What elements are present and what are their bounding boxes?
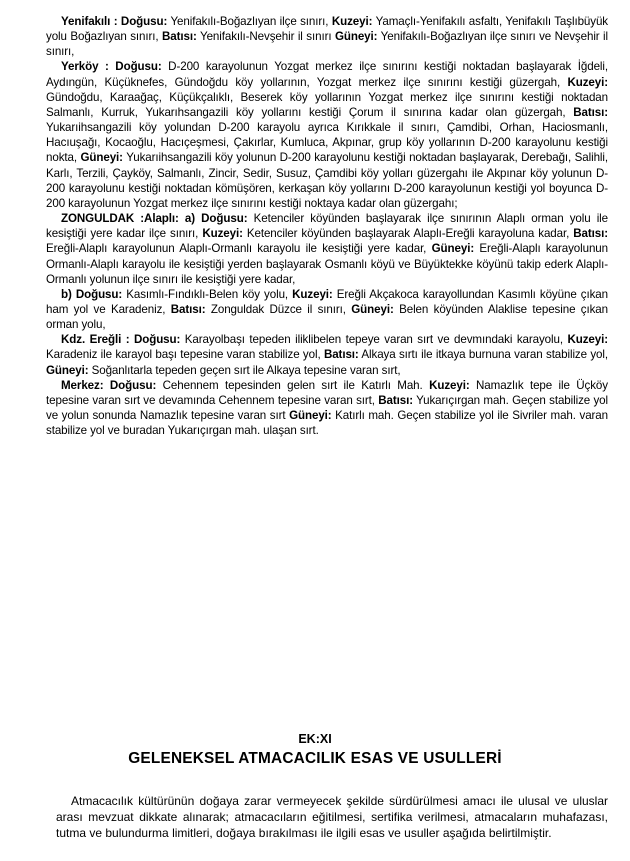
boundary-description: Kasımlı-Fındıklı-Belen köy yolu, xyxy=(122,287,293,301)
direction-label: Güneyi: xyxy=(46,363,89,377)
boundary-description: Yenifakılı-Nevşehir il sınırı xyxy=(196,30,335,44)
direction-label: Kuzeyi: xyxy=(331,15,373,28)
boundary-description: Katırlı mah. Geçen stabilize yol ile Sivriler mah. varan stabilize yol ve buradan Yukarıçırgan mah. ulaşan sırt. xyxy=(46,409,608,438)
direction-label: Yerköy : Doğusu: xyxy=(61,60,162,74)
direction-label: b) Doğusu: xyxy=(61,287,123,301)
direction-label: Kdz. Ereğli : Doğusu: xyxy=(61,333,181,347)
boundary-description: Ereğli Akçakoca karayollundan Kasımlı köyüne çıkan ham yol ve Karadeniz, xyxy=(46,287,608,316)
boundary-description: Belen köyünden Alaklise tepesine çıkan orman yolu, xyxy=(46,302,609,332)
boundary-description: Namazlık tepe ile Üçköy tepesine varan sırt ve devamında Cehennem tepesine varan sırt, xyxy=(46,378,608,407)
direction-label: Batısı: xyxy=(323,348,359,362)
annex-title: GELENEKSEL ATMACACILIK ESAS VE USULLERİ xyxy=(128,750,502,767)
boundary-description: Ketenciler köyünden başlayarak Alaplı-Ereğli karayoluna kadar, xyxy=(242,227,574,241)
boundary-description: Alkaya sırtı ile itkaya burnuna varan stabilize yol, xyxy=(358,348,608,362)
direction-label: Kuzeyi: xyxy=(567,333,609,347)
boundary-description: Zonguldak Düzce il sınırı, xyxy=(205,302,352,316)
boundary-description: Ereğli-Alaplı karayolunun Ormanlı-Alaplı karayolu ile kesiştiği yerden başlayarak Osmanlı köyü ve Büyüktekke köyünü takip ederk Alaplı-Ormanlı yolunun ilçe sınırı ile kesiştiği yere kadar, xyxy=(46,242,608,286)
direction-label: ZONGULDAK :Alaplı: a) Doğusu: xyxy=(61,212,248,226)
boundary-paragraph xyxy=(46,287,608,332)
boundary-paragraph xyxy=(46,14,608,59)
direction-label: Kuzeyi: xyxy=(202,227,243,241)
direction-label: Kuzeyi: xyxy=(292,287,333,301)
direction-label: Kuzeyi: xyxy=(567,75,608,89)
boundary-description: Yukarıihsangazili köy yolunun D-200 karayolunu kestiği noktadan başlayarak, Derebağı, Salihli, Karlı, Terzili, Çayköy, Salmanlı, Zincir, Sedir, Susuz, Çamdibi köy yolları güzergahı ile Akpınar köy yolunun D-200 karayolunu kestiği noktadan kömüşören, kerkaşan köy yollarını D-200 karayolunun kestiği yol boyunca D-200 karayolunun Yozgat merkez ilçe sınırını kestiği noktaya kadar olan güzergahı; xyxy=(46,151,608,210)
boundary-description: Yamaçlı-Yenifakılı asfaltı, Yenifakılı Taşlıbüyük yolu Boğazlıyan sınırı, xyxy=(46,15,609,44)
direction-label: Batısı: xyxy=(170,302,206,316)
boundary-text-block xyxy=(46,14,608,438)
boundary-description: Yenifakılı-Boğazlıyan ilçe sınırı, xyxy=(167,15,332,28)
boundary-description: D-200 karayolunun Yozgat merkez ilçe sınırını kestiği noktadan başlayarak İğdeli, Aydıngün, Küçüknefes, Gündoğdu köy yollarının, Yozgat merkez ilçe sınırını kestiği güzergah, xyxy=(46,60,608,89)
boundary-paragraph xyxy=(46,211,608,287)
direction-label: Merkez: Doğusu: xyxy=(61,378,157,392)
boundary-description: Ketenciler köyünden başlayarak ilçe sınırının Alaplı orman yolu ile kesiştiği yere kadar ilçe sınırı, xyxy=(46,212,609,241)
direction-label: Güneyi: xyxy=(351,302,394,316)
direction-label: Batısı: xyxy=(573,227,608,241)
direction-label: Güneyi: xyxy=(80,151,123,165)
boundary-description: Yukarıihsangazili köy yolundan D-200 karayolu ayrıca Kırıkkale il sınırı, Çamdibi, Orhan, Haciosmanlı, Hacıuşağı, Kocaoğlu, Hacıçeşmesi, Çakırlar, Kumluca, Akpınar, grup köy yollarının D-200 karayolunu kestiği nokta, xyxy=(46,121,608,165)
direction-label: Yenifakılı : Doğusu: xyxy=(61,15,168,28)
direction-label: Batısı: xyxy=(573,105,608,119)
boundary-description: Karadeniz ile karayol başı tepesine varan stabilize yol, xyxy=(46,348,324,362)
boundary-description: Soğanlıtarla tepeden geçen sırt ile Alkaya tepesine varan sırt, xyxy=(88,363,401,377)
direction-label: Kuzeyi: xyxy=(429,378,470,392)
direction-label: Batısı: xyxy=(162,30,197,44)
boundary-description: Ereğli-Alaplı karayolunun Alaplı-Ormanlı karayolu ile kesiştiği yere kadar, xyxy=(46,242,432,256)
boundary-description: Karayolbaşı tepeden iliklibelen tepeye varan sırt ve devmındaki karayolu, xyxy=(180,333,568,347)
boundary-description: Yukarıçırgan mah. Geçen stabilize yol ve yolun sonunda Namazlık tepesine varan sırt xyxy=(46,393,608,423)
direction-label: Batısı: xyxy=(378,393,413,407)
annex-label: EK:XI xyxy=(298,732,332,746)
boundary-description: Yenifakılı-Boğazlıyan ilçe sınırı ve Nevşehir il sınırı, xyxy=(46,30,608,59)
direction-label: Güneyi: xyxy=(334,30,378,44)
direction-label: Güneyi: xyxy=(289,409,332,423)
intro-paragraph: Atmacacılık kültürünün doğaya zarar vermeyecek şekilde sürdürülmesi amacı ile ulusal ve uluslar arası mevzuat dikkate alınarak; atmacacıların eğitilmesi, sertifika verilmesi, atmacaların muhafazası, tutma ve bulundurma limitleri, doğaya bırakılması ile ilgili esas ve usuller aşağıda belirtilmiştir. xyxy=(56,794,608,840)
boundary-description: Gündoğdu, Karaağaç, Küçükçalıklı, Beserek köy yollarının Yozgat merkez ilçe sınırını kestiği noktadan Salmanlı, Kurruk, Yukarıhsangazili köy yollarını kestiği Çorum il sınırına kadar olan güzergah, xyxy=(46,90,608,119)
boundary-paragraph xyxy=(46,378,608,439)
direction-label: Güneyi: xyxy=(431,242,475,256)
boundary-paragraph xyxy=(46,332,608,377)
boundary-paragraph xyxy=(46,59,608,211)
boundary-description: Cehennem tepesinden gelen sırt ile Katırlı Mah. xyxy=(156,378,430,392)
